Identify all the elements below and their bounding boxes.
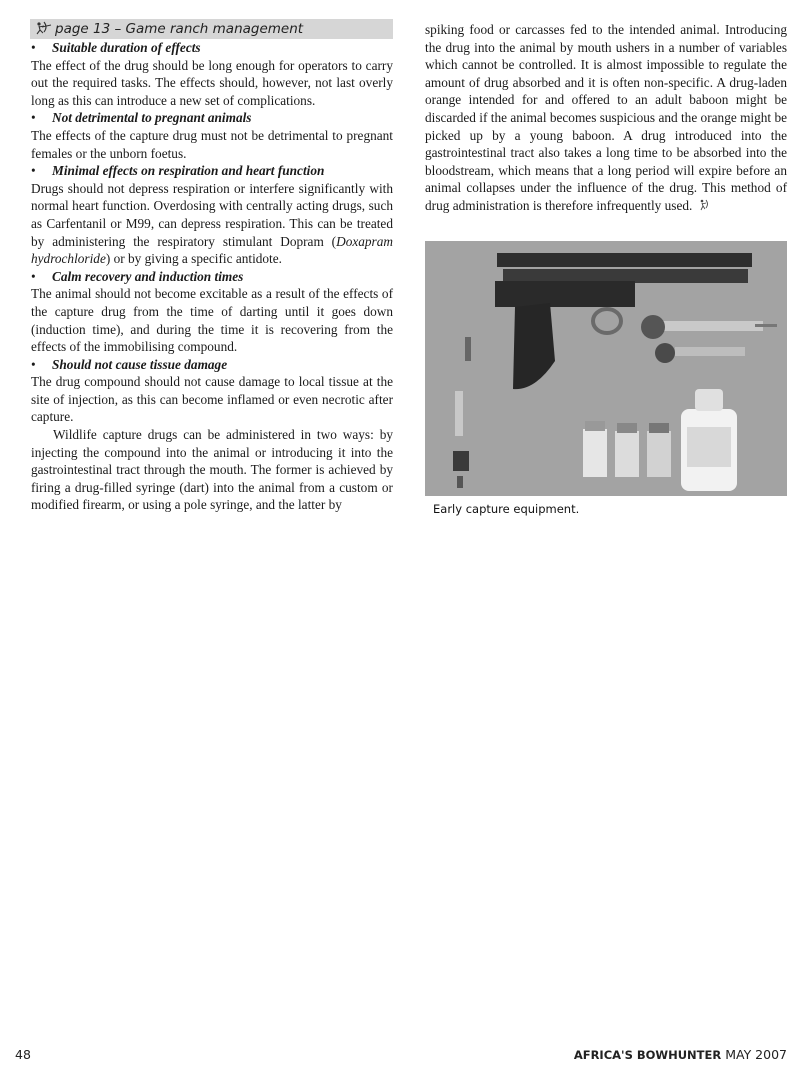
paragraph-duration: The effect of the drug should be long enough for operators to carry out the required tasks. The effects should, however, not last overly long as this can introduce a new set of complications. (31, 57, 393, 108)
figure-caption: Early capture equipment. (433, 502, 580, 516)
bullet-heading-respiration (31, 162, 393, 180)
drug-name-italic: Doxapram hydrochloride (31, 233, 393, 267)
bullet-title: Not detrimental to pregnant animals (52, 110, 252, 126)
bullet-marker: • (31, 268, 36, 284)
bullet-title: Suitable duration of effects (52, 40, 201, 55)
paragraph-oral-administration (425, 21, 787, 215)
paragraph-administration: Wildlife capture drugs can be administered in two ways: by injecting the compound into the animal or introducing it into the gastrointestinal tract through the mouth. The former is achieved by firing a drug-filled syringe (dart) into the animal from a custom or modified firearm, or using a pole syringe, and the latter by (31, 427, 393, 513)
bullet-title: Calm recovery and induction times (52, 268, 244, 284)
header-text: page 13 – Game ranch management (55, 21, 304, 37)
bullet-heading-tissue (31, 356, 393, 374)
bullet-heading-recovery (31, 268, 393, 286)
bullet-title: Minimal effects on respiration and heart function (52, 163, 325, 179)
photo-illustration (425, 241, 787, 496)
bullet-marker: • (31, 163, 36, 179)
bullet-heading-duration (31, 39, 393, 57)
publication-footer (574, 1047, 787, 1062)
bullet-heading-pregnant (31, 109, 393, 127)
text-run: Drugs should not depress respiration or interfere significantly with normal heart function. Overdosing with centrally acting drugs, such as Carfentanil or M99, can depress respiration. This can be treated by administering the respiratory stimulant Dopram ( (31, 180, 393, 249)
bullet-marker: • (31, 110, 36, 126)
capture-equipment-photo (425, 241, 787, 496)
paragraph-recovery: The animal should not become excitable as a result of the effects of the capture drug from the time of darting until it goes down (induction time), and during the time it is recovering from the effects of the immobilising compound. (31, 286, 393, 355)
bullet-marker: • (31, 40, 36, 55)
left-column (31, 39, 393, 514)
page-number: 48 (15, 1047, 31, 1062)
text-run: ) or by giving a specific antidote. (105, 251, 282, 267)
right-column (425, 21, 787, 215)
publication-name: AFRICA'S BOWHUNTER (573, 1048, 722, 1062)
paragraph-respiration (31, 180, 393, 268)
bullet-marker: • (31, 356, 36, 372)
issue-date: MAY 2007 (725, 1047, 787, 1062)
bullet-title: Should not cause tissue damage (52, 356, 228, 372)
text-run: spiking food or carcasses fed to the intended animal. Introducing the drug into the animal by mouth ushers in a number of variables which cannot be controlled. It is almost impossible to regulate the amount of drug absorbed and it is often non-specific. A drug-laden orange intended for and offered to an adult baboon might be discarded if the animal becomes suspicious and the orange might be picked up by a young baboon. A drug introduced into the gastrointestinal tract also takes a long time to be absorbed into the bloodstream, which means that a long period will expire before an animal collapses under the influence of the drug. This method of drug administration is therefore infrequently used. (425, 22, 787, 213)
paragraph-pregnant: The effects of the capture drug must not be detrimental to pregnant females or the unborn foetus. (31, 127, 393, 161)
archer-icon (33, 21, 53, 35)
archer-end-icon (698, 199, 710, 211)
paragraph-tissue: The drug compound should not cause damage to local tissue at the site of injection, as this can become inflamed or even necrotic after capture. (31, 374, 393, 425)
running-header (30, 19, 393, 39)
